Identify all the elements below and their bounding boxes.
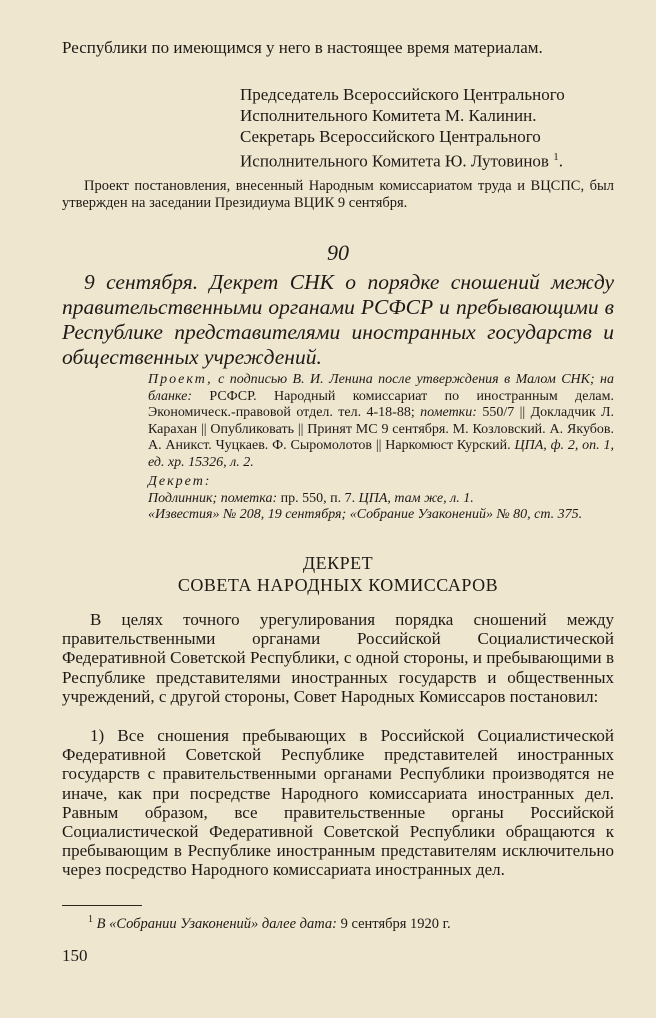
footnote-italic: В «Собрании Узаконений» далее дата:: [96, 915, 337, 932]
footnote-ref-1: 1: [553, 151, 559, 163]
footnote-marker: 1: [88, 914, 93, 925]
signature-secretary-line2-wrap: [240, 147, 620, 172]
source-draft-archive: ЦПА, ф. 2, оп. 1, ед. хр. 15326, л. 2.: [148, 438, 615, 470]
signature-secretary-line1: Секретарь Всероссийского Центрального: [240, 127, 541, 146]
source-decree-archive: ЦПА, там же, л. 1.: [358, 490, 474, 506]
source-draft-notes: 550/7 || Докладчик Л. Карахан || Опубликовать || Принят МС 9 сентября. М. Козловский. А. Якубов. А. Аникст. Чуцкаев. Ф. Сыромолотов || Наркомюст Курский.: [148, 405, 615, 453]
decree-heading-line1: ДЕКРЕТ: [302, 553, 374, 573]
source-decree-original: Подлинник; пометка:: [148, 490, 278, 506]
signature-chairman-line1: Председатель Всероссийского Центрального: [240, 85, 565, 104]
decree-paragraph-2: 1) Все сношения пребывающих в Российской Социалистической Федеративной Советской Республике представителей иностранных государств с правительственными органами Республики производятся не иначе, как при посредстве Народного комиссариата иностранных дел. Равным образом, все правительственные органы Российской Социалистической Федеративной Советской Республики обращаются к пребывающим в Республике иностранным представителям исключительно через посредство Народного комиссариата иностранных дел.: [62, 726, 614, 880]
project-note: Проект постановления, внесенный Народным комиссариатом труда и ВЦСПС, был утвержден на заседании Президиума ВЦИК 9 сентября.: [62, 178, 614, 211]
document-title: 9 сентября. Декрет СНК о порядке сношений между правительственными органами РСФСР и пребывающими в Республике представителями иностранных государств и общественных учреждений.: [62, 270, 614, 369]
source-draft-description: с подписью В. И. Ленина после утверждения в Малом СНК; на бланке:: [148, 372, 615, 404]
source-decree-publications: «Известия» № 208, 19 сентября; «Собрание Узаконений» № 80, ст. 375.: [148, 507, 583, 522]
footnote-divider: [62, 905, 142, 906]
source-decree-label: Декрет:: [148, 474, 212, 489]
intro-closing-text: Республики по имеющимся у него в настоящее время материалам.: [62, 38, 543, 57]
source-decree-mark: пр. 550, п. 7.: [280, 490, 356, 506]
source-draft-letterhead: РСФСР. Народный комиссариат по иностранным делам. Экономическ.-правовой отдел. тел. 4-18-88;: [148, 388, 615, 420]
signature-chairman-line2: Исполнительного Комитета М. Калинин.: [240, 106, 537, 125]
source-decree: [148, 474, 614, 524]
signature-secretary-line2: Исполнительного Комитета Ю. Лутовинов: [240, 151, 549, 171]
source-draft-label: Проект,: [148, 372, 213, 387]
footnote: [88, 914, 614, 933]
signature-secretary: [240, 126, 620, 172]
decree-paragraph-1: В целях точного урегулирования порядка сношений между правительственными органами Российской Социалистической Федеративной Советской Республики, с одной стороны, и пребывающими в Республике представителями иностранных государств и общественных учреждений, с другой стороны, Совет Народных Комиссаров постановил:: [62, 610, 614, 706]
source-draft: [148, 372, 614, 471]
signature-chairman: [240, 84, 620, 126]
page-number: 150: [62, 946, 88, 965]
decree-heading-line2: СОВЕТА НАРОДНЫХ КОМИССАРОВ: [177, 575, 499, 595]
document-number: 90: [327, 240, 349, 265]
footnote-text: 9 сентября 1920 г.: [340, 915, 451, 932]
source-draft-notes-label: пометки:: [420, 405, 477, 420]
signature-secretary-trail: .: [558, 151, 563, 171]
